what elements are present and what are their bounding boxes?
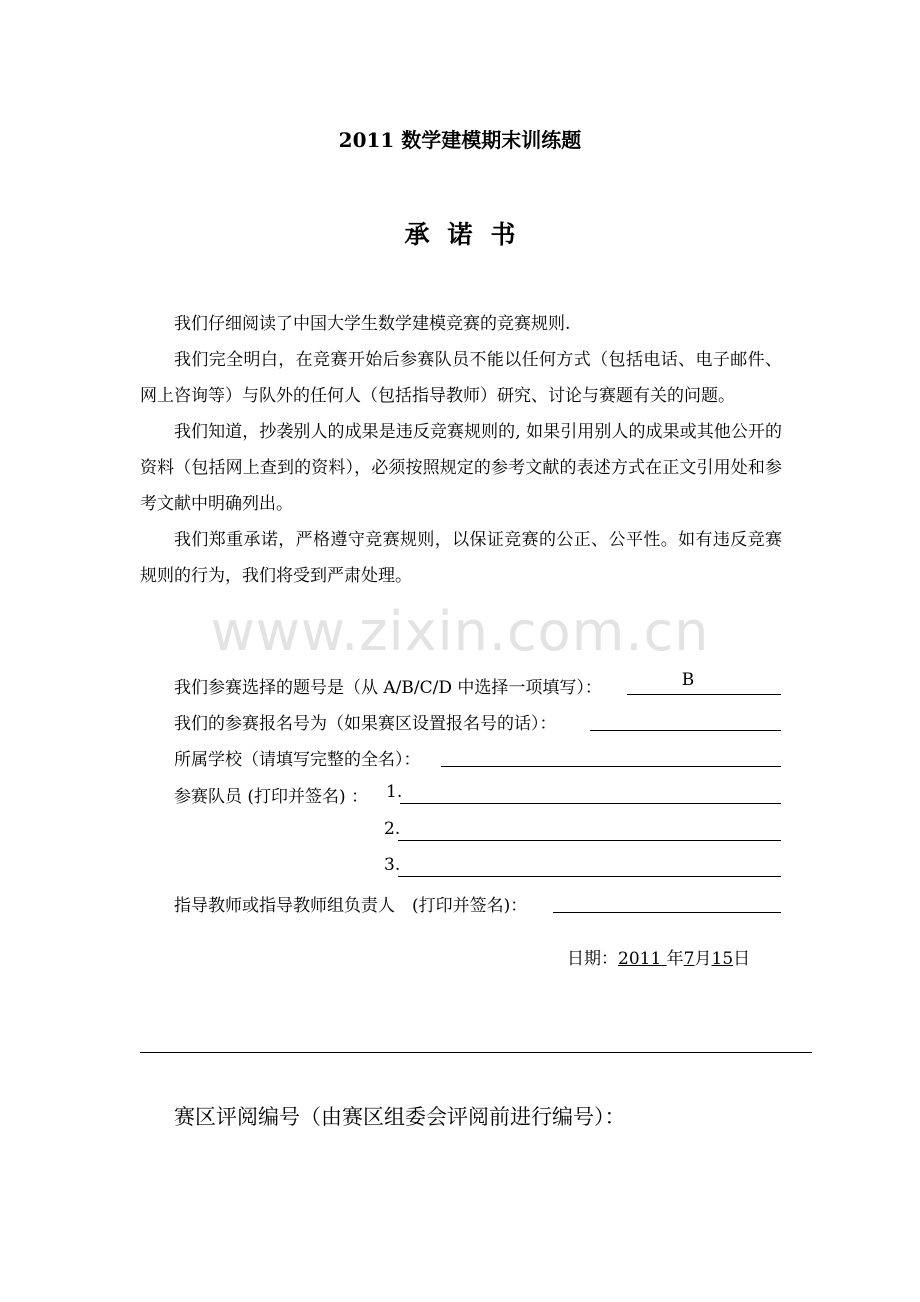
problem-value: B [681,670,695,690]
date-year: 2011 [618,949,662,969]
member-1-field[interactable] [400,779,781,804]
member-3-field[interactable] [398,852,781,877]
heading-char: 承 [404,220,430,249]
heading-char: 书 [490,220,516,249]
paragraph: 我们郑重承诺，严格遵守竞赛规则，以保证竞赛的公正、公平性。如有违反竞赛规则的行为，我们将受到严肃处理。 [140,530,782,586]
divider [140,1052,812,1053]
registration-field[interactable] [590,706,781,731]
heading-char: 诺 [447,220,473,249]
advisor-field[interactable] [553,888,781,913]
date-month-unit: 月 [694,949,712,969]
pledge-text [140,306,782,594]
watermark: www.zixin.com.cn [210,600,710,663]
date-label: 日期： [567,949,618,969]
school-field[interactable] [441,742,781,767]
advisor-label: 指导教师或指导教师组负责人 (打印并签名)： [174,896,528,916]
date-year-unit: 年 [666,949,684,969]
problem-field[interactable] [627,670,781,695]
document-title: 2011 数学建模期末训练题 [338,128,582,152]
school-label: 所属学校（请填写完整的全名）： [174,750,421,770]
date-line [567,944,750,969]
review-number-label: 赛区评阅编号（由赛区组委会评阅前进行编号）： [174,1105,626,1129]
registration-label: 我们的参赛报名号为（如果赛区设置报名号的话）： [174,714,557,734]
paragraph: 我们知道，抄袭别人的成果是违反竞赛规则的, 如果引用别人的成果或其他公开的资料（包括网上查到的资料），必须按照规定的参考文献的表述方式在正文引用处和参考文献中明确列出。 [140,422,782,514]
paragraph: 我们完全明白，在竞赛开始后参赛队员不能以任何方式（包括电话、电子邮件、网上咨询等）与队外的任何人（包括指导教师）研究、讨论与赛题有关的问题。 [140,350,782,406]
date-day: 15 [711,949,734,969]
member-number: 2. [384,819,401,839]
date-day-unit: 日 [733,949,751,969]
member-2-field[interactable] [398,816,781,841]
date-month: 7 [683,949,695,969]
member-number: 1. [386,782,403,802]
problem-label: 我们参赛选择的题号是（从 A/B/C/D 中选择一项填写）： [174,678,602,698]
member-number: 3. [384,855,401,875]
members-label: 参赛队员 (打印并签名) ： [174,787,369,807]
document-heading [0,215,920,251]
paragraph: 我们仔细阅读了中国大学生数学建模竞赛的竞赛规则. [174,314,571,334]
